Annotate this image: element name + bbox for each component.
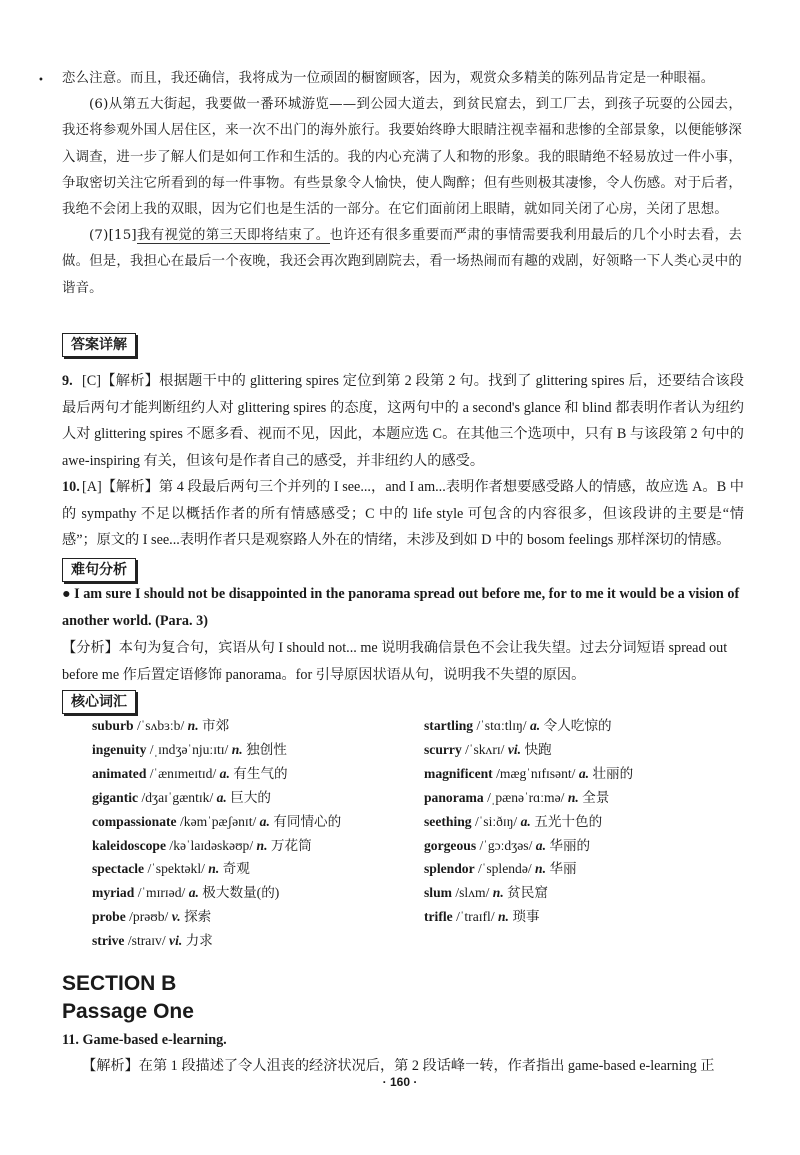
difficult-analysis: 【分析】本句为复合句，宾语从句 I should not... me 说明我确信景色不会让我失望。过去分词短语 spread out before me 作后置定语修饰 panorama。for 引导原因状语从句，说明我不失望的原因。: [62, 640, 728, 683]
vocab-item: magnificent /mægˈnɪfɪsənt/ a. 壮丽的: [424, 765, 634, 781]
answer-10-number: 10.: [62, 479, 80, 495]
difficult-sentence: [62, 581, 744, 635]
answer-10: [62, 474, 744, 554]
difficult-sentence-block: [62, 581, 744, 689]
page-number: · 160 ·: [382, 1075, 418, 1089]
paragraph-3-rest: 也许还有很多重要而严肃的事情需要我利用最后的几个小时去看，去做。但是，我担心在最后一个夜晚，我还会再次跑到剧院去，看一场热闹而有趣的戏剧，好领略一下人类心灵中的谐音。: [62, 228, 742, 296]
difficult-sentence-heading: 难句分析: [62, 558, 136, 582]
passage-title: Passage One: [62, 1000, 194, 1023]
vocab-list-left: [92, 714, 341, 953]
vocab-item: suburb /ˈsʌbɜːb/ n. 市郊: [92, 718, 230, 733]
vocab-item: startling /ˈstɑːtlɪŋ/ a. 令人吃惊的: [424, 718, 612, 733]
answer-9-body: [C]【解析】根据题干中的 glittering spires 定位到第 2 段第 2 句。找到了 glittering spires 后，还要结合该段最后两句才能判断纽约人对 glittering spires 的态度，这两句中的 a second's glance 和 blind 都表明作者认为纽约人对 glittering spires 不愿多看、视而不见，因此，本题应选 C。在其他三个选项中，只有 B 与该段第 2 句中的 awe-inspiring 有关，但该句是作者自己的感受，并非纽约人的感受。: [62, 373, 744, 469]
vocab-heading: 核心词汇: [62, 690, 136, 714]
vocab-item: myriad /ˈmɪrɪəd/ a. 极大数量(的): [92, 885, 280, 901]
vocab-item: slum /slʌm/ n. 贫民窟: [424, 885, 548, 901]
answers-heading: 答案详解: [62, 333, 136, 357]
vocab-item: probe /prəʊb/ v. 探索: [92, 909, 212, 925]
translation-text: [62, 66, 742, 302]
vocab-list-right: [424, 714, 633, 929]
translation-paragraph-1: 恋么注意。而且，我还确信，我将成为一位顽固的橱窗顾客，因为，观赏众多精美的陈列品肯定是一种眼福。: [62, 71, 715, 86]
answer-9-text: [62, 368, 744, 474]
paragraph-3-label: (7)[15]: [89, 228, 137, 244]
answer-9: [62, 368, 744, 474]
answer-10-body: [A]【解析】第 4 段最后两句三个并列的 I see...，and I am...表明作者想要感受路人的情感，故应选 A。B 中的 sympathy 不足以概括作者的所有情感感受；C 中的 life style 可包含的内容很多，但该段讲的主要是“情感”；原文的 I see...表明作者只是观察路人外在的情绪，未涉及到如 D 中的 bosom feelings 那样深切的情感。: [62, 479, 744, 548]
vocab-item: gorgeous /ˈgɔːdʒəs/ a. 华丽的: [424, 837, 591, 853]
vocab-item: kaleidoscope /kəˈlaɪdəskəʊp/ n. 万花筒: [92, 837, 312, 853]
answer-9-number: 9.: [62, 373, 73, 389]
vocab-item: animated /ˈænɪmeɪtɪd/ a. 有生气的: [92, 765, 288, 781]
vocab-item: splendor /ˈsplendə/ n. 华丽: [424, 861, 577, 877]
vocab-item: compassionate /kəmˈpæʃənɪt/ a. 有同情心的: [92, 813, 342, 829]
vocab-item: scurry /ˈskʌrɪ/ vi. 快跑: [424, 741, 552, 757]
translation-paragraph-2: (6)从第五大街起，我要做一番环城游览——到公园大道去，到贫民窟去，到工厂去，到孩子玩耍的公园去，我还将参观外国人居住区，来一次不出门的海外旅行。我要始终睁大眼睛注视幸福和悲惨的全部景象，以便能够深入调查，进一步了解人们是如何工作和生活的。我的内心充满了人和物的形象。我的眼睛绝不轻易放过一件小事，争取密切关注它所看到的每一件事物。有些景象令人愉快，使人陶醉；但有些则极其凄惨，令人伤感。对于后者，我绝不会闭上我的双眼，因为它们也是生活的一部分。在它们面前闭上眼睛，就如同关闭了心房，关闭了思想。: [62, 97, 742, 218]
vocab-item: ingenuity /ˌɪndʒəˈnjuːɪtɪ/ n. 独创性: [92, 741, 287, 757]
underlined-sentence: 我有视觉的第三天即将结束了。: [136, 228, 330, 244]
answer-10-text: [62, 474, 744, 554]
vocab-item: strive /straɪv/ vi. 力求: [92, 933, 213, 949]
question-11-analysis: 【解析】在第 1 段描述了令人沮丧的经济状况后，第 2 段话峰一转，作者指出 game-based e-learning 正: [82, 1058, 715, 1074]
question-11-answer: 11. Game-based e-learning.: [62, 1032, 227, 1048]
vocab-item: seething /ˈsiːðɪŋ/ a. 五光十色的: [424, 813, 603, 829]
vocab-item: spectacle /ˈspektəkl/ n. 奇观: [92, 861, 250, 877]
vocab-item: gigantic /dʒaɪˈgæntɪk/ a. 巨大的: [92, 789, 272, 805]
translation-paragraph-3: [62, 223, 742, 302]
vocab-item: trifle /ˈtraɪfl/ n. 琐事: [424, 909, 540, 925]
difficult-sentence-text: I am sure I should not be disappointed in the panorama spread out before me, for to me it would be a vision of another world. (Para. 3): [62, 586, 740, 629]
bullet-icon: ●: [62, 586, 75, 602]
section-title: SECTION B: [62, 972, 177, 995]
vocab-item: panorama /ˌpænəˈrɑːmə/ n. 全景: [424, 789, 610, 805]
question-11: [62, 1027, 752, 1079]
margin-dot: •: [38, 75, 44, 86]
